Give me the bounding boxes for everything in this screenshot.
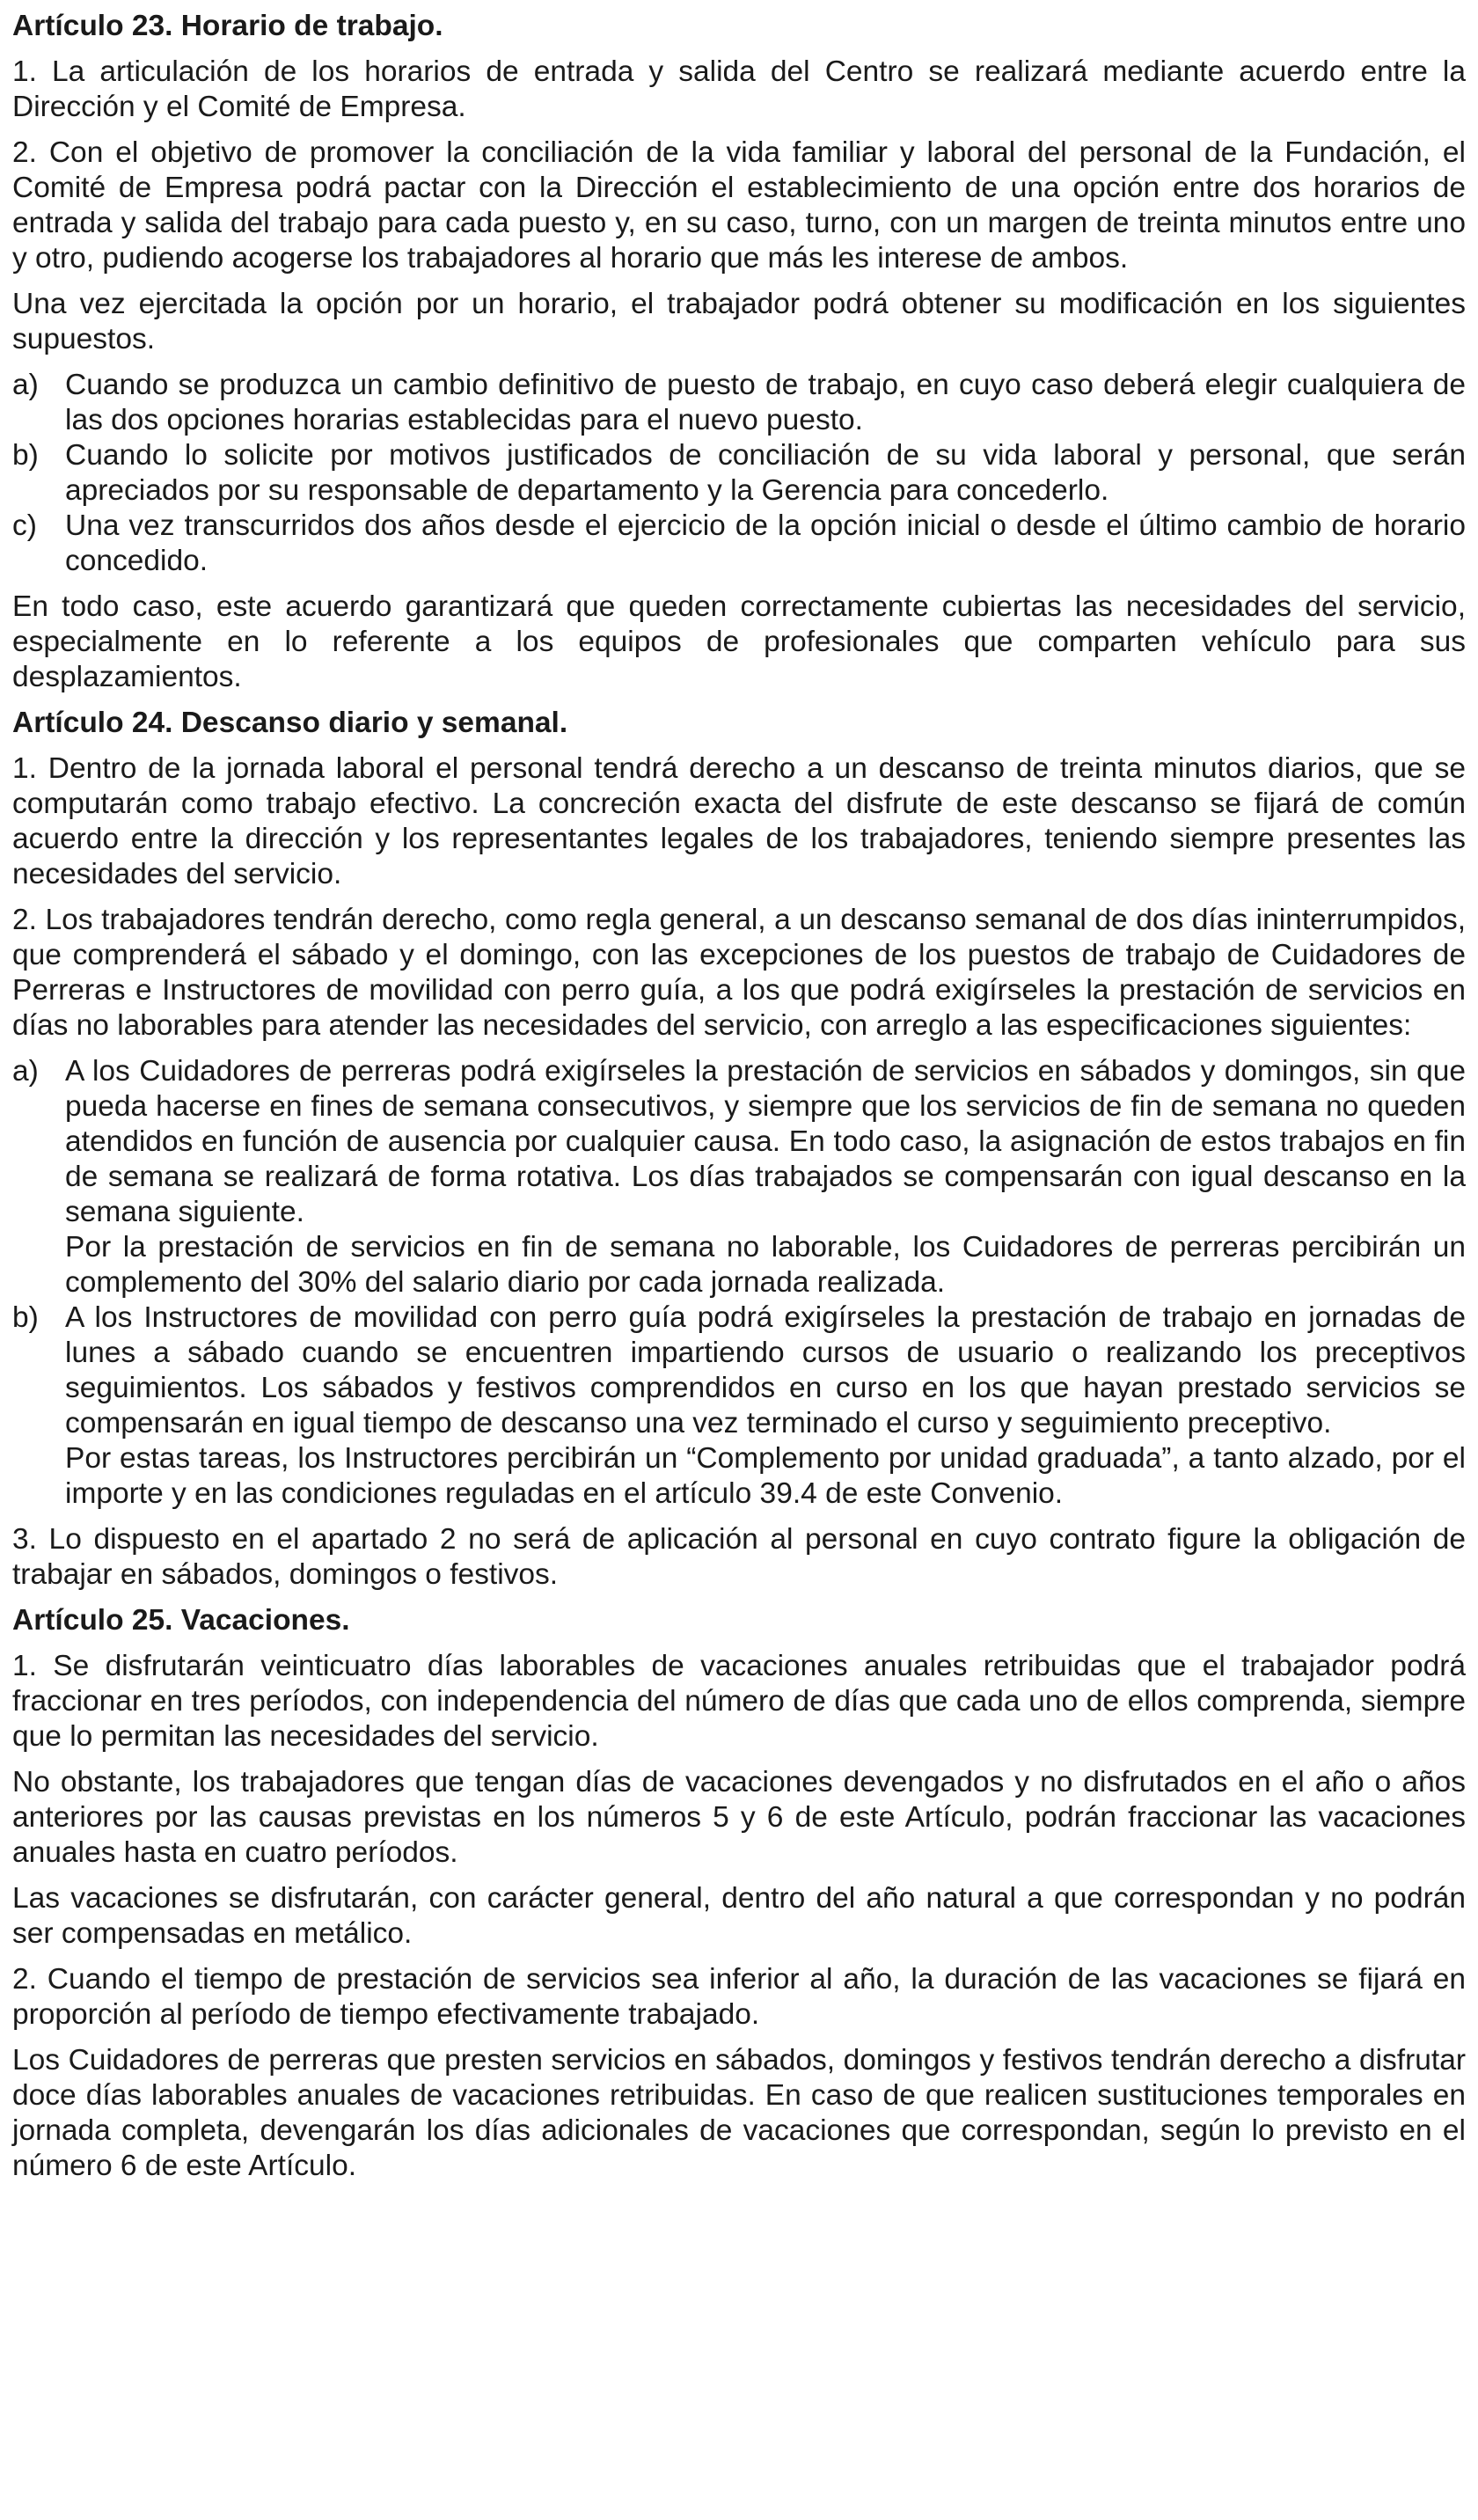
list-item (12, 1054, 1466, 1300)
article-23-paragraph-1: 1. La articulación de los horarios de entrada y salida del Centro se realizará mediante acuerdo entre la Dirección y el Comité de Empresa. (12, 55, 1466, 123)
list-item-text: A los Cuidadores de perreras podrá exigírseles la prestación de servicios en sábados y domingos, sin que pueda hacerse en fines de semana consecutivos, y siempre que los servicios de fin de semana no queden atendidos en función de ausencia por cualquier causa. En todo caso, la asignación de estos trabajos en fin de semana se realizará de forma rotativa. Los días trabajados se compensarán con igual descanso en la semana siguiente. (65, 1055, 1466, 1228)
list-item (12, 509, 1466, 579)
list-marker: a) (12, 369, 39, 401)
article-25-title: Artículo 25. Vacaciones. (12, 1604, 350, 1637)
list-item-text: Cuando se produzca un cambio definitivo de puesto de trabajo, en cuyo caso deberá elegir cualquiera de las dos opciones horarias establecidas para el nuevo puesto. (65, 369, 1466, 436)
article-23-list (12, 368, 1466, 579)
list-item-text: Cuando lo solicite por motivos justificados de conciliación de su vida laboral y personal, que serán apreciados por su responsable de departamento y la Gerencia para concederlo. (65, 439, 1466, 507)
list-item (12, 438, 1466, 509)
article-25-paragraph-5: Los Cuidadores de perreras que presten servicios en sábados, domingos y festivos tendrán derecho a disfrutar doce días laborables anuales de vacaciones retribuidas. En caso de que realicen sustituciones temporales en jornada completa, devengarán los días adicionales de vacaciones que correspondan, según lo previsto en el número 6 de este Artículo. (12, 2044, 1466, 2182)
article-25-paragraph-3: Las vacaciones se disfrutarán, con carácter general, dentro del año natural a que correspondan y no podrán ser compensadas en metálico. (12, 1882, 1466, 1950)
list-marker: b) (12, 1301, 39, 1334)
article-24-paragraph-1: 1. Dentro de la jornada laboral el personal tendrá derecho a un descanso de treinta minutos diarios, que se computarán como trabajo efectivo. La concreción exacta del disfrute de este descanso se fijará de común acuerdo entre la dirección y los representantes legales de los trabajadores, teniendo siempre presentes las necesidades del servicio. (12, 752, 1466, 890)
article-24-list (12, 1054, 1466, 1512)
list-item-text: Una vez transcurridos dos años desde el ejercicio de la opción inicial o desde el último cambio de horario concedido. (65, 509, 1466, 577)
article-23-paragraph-2: 2. Con el objetivo de promover la conciliación de la vida familiar y laboral del personal de la Fundación, el Comité de Empresa podrá pactar con la Dirección el establecimiento de una opción entre dos horarios de entrada y salida del trabajo para cada puesto y, en su caso, turno, con un margen de treinta minutos entre uno y otro, pudiendo acogerse los trabajadores al horario que más les interese de ambos. (12, 136, 1466, 275)
article-25-paragraph-1: 1. Se disfrutarán veinticuatro días laborables de vacaciones anuales retribuidas que el trabajador podrá fraccionar en tres períodos, con independencia del número de días que cada uno de ellos comprenda, siempre que lo permitan las necesidades del servicio. (12, 1650, 1466, 1753)
list-item (12, 1300, 1466, 1512)
list-marker: c) (12, 509, 37, 542)
list-item-text-continued: Por la prestación de servicios en fin de semana no laborable, los Cuidadores de perreras percibirán un complemento del 30% del salario diario por cada jornada realizada. (65, 1231, 1466, 1299)
document-page (12, 9, 1466, 2194)
list-marker: b) (12, 439, 39, 472)
list-item-text: A los Instructores de movilidad con perro guía podrá exigírseles la prestación de trabajo en jornadas de lunes a sábado cuando se encuentren impartiendo cursos de usuario o realizando los preceptivos seguimientos. Los sábados y festivos comprendidos en curso en los que hayan prestado servicios se compensarán en igual tiempo de descanso una vez terminado el curso y seguimiento preceptivo. (65, 1301, 1466, 1439)
article-24-paragraph-2: 2. Los trabajadores tendrán derecho, como regla general, a un descanso semanal de dos días ininterrumpidos, que comprenderá el sábado y el domingo, con las excepciones de los puestos de trabajo de Cuidadores de Perreras e Instructores de movilidad con perro guía, a los que podrá exigírseles la prestación de servicios en días no laborables para atender las necesidades del servicio, con arreglo a las especificaciones siguientes: (12, 904, 1466, 1042)
article-23-paragraph-4: En todo caso, este acuerdo garantizará que queden correctamente cubiertas las necesidades del servicio, especialmente en lo referente a los equipos de profesionales que comparten vehículo para sus desplazamientos. (12, 590, 1466, 693)
article-25-paragraph-4: 2. Cuando el tiempo de prestación de servicios sea inferior al año, la duración de las vacaciones se fijará en proporción al período de tiempo efectivamente trabajado. (12, 1963, 1466, 2031)
article-23-paragraph-3: Una vez ejercitada la opción por un horario, el trabajador podrá obtener su modificación en los siguientes supuestos. (12, 288, 1466, 355)
list-item-text-continued: Por estas tareas, los Instructores percibirán un “Complemento por unidad graduada”, a tanto alzado, por el importe y en las condiciones reguladas en el artículo 39.4 de este Convenio. (65, 1442, 1466, 1510)
article-23-title: Artículo 23. Horario de trabajo. (12, 10, 443, 42)
article-24-title: Artículo 24. Descanso diario y semanal. (12, 707, 568, 739)
list-marker: a) (12, 1055, 39, 1088)
article-25-paragraph-2: No obstante, los trabajadores que tengan días de vacaciones devengados y no disfrutados en el año o años anteriores por las causas previstas en los números 5 y 6 de este Artículo, podrán fraccionar las vacaciones anuales hasta en cuatro períodos. (12, 1766, 1466, 1869)
list-item (12, 368, 1466, 438)
article-24-paragraph-3: 3. Lo dispuesto en el apartado 2 no será de aplicación al personal en cuyo contrato figure la obligación de trabajar en sábados, domingos o festivos. (12, 1523, 1466, 1591)
